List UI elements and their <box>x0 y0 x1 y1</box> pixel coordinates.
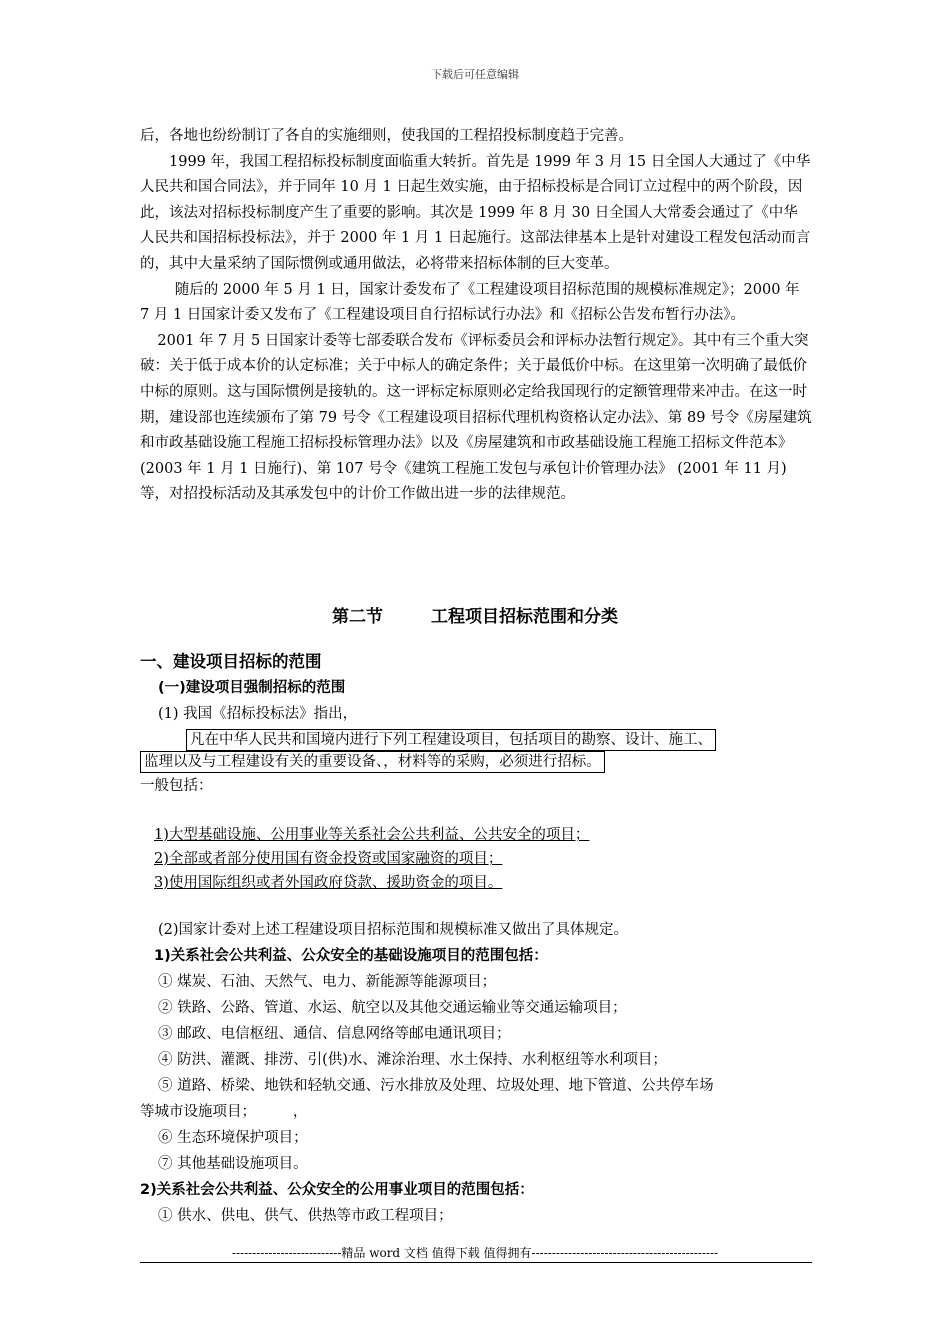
paragraph: 2001 年 7 月 5 日国家计委等七部委联合发布《评标委员会和评标办法暂行规定》。其中有三个重大突破：关于低于成本价的认定标准；关于中标人的确定条件；关于最低价中标。在这里第一次明确了最低价中标的原则。这与国际惯例是接轨的。这一评标定标原则必定给我国现行的定额管理带来冲击。在这一时期，建设部也连续颁布了第 79 号令《工程建设项目招标代理机构资格认定办法》、第 89 号令《房屋建筑和市政基础设施工程施工招标投标管理办法》以及《房屋建筑和市政基础设施工程施工招标文件范本》 (2003 年 1 月 1 日施行)、第 107 号令《建筑工程施工发包与承包计价管理办法》 (2001 年 11 月)等，对招投标活动及其承发包中的计价工作做出进一步的法律规范。 <box>140 332 812 503</box>
list-item: ⑥ 生态环境保护项目； <box>158 1130 308 1146</box>
paragraph: (2)国家计委对上述工程建设项目招标范围和规模标准又做出了具体规定。 <box>158 922 629 938</box>
paragraph: 随后的 2000 年 5 月 1 日，国家计委发布了《工程建设项目招标范围的规模标准规定》；2000 年 7 月 1 日国家计委又发布了《工程建设项目自行招标试行办法》和《招标公告发布暂行办法》。 <box>140 281 800 324</box>
scope-section <box>140 675 820 1229</box>
list-item: ⑤ 道路、桥梁、地铁和轻轨交通、污水排放及处理、垃圾处理、地下管道、公共停车场 <box>158 1078 714 1094</box>
boxed-quote-line: 监理以及与工程建设有关的重要设备、，材料等的采购，必须进行招标。 <box>140 751 605 773</box>
footer-rule <box>140 1262 812 1263</box>
list-item: 2)全部或者部分使用国有资金投资或国家融资的项目； <box>154 851 503 867</box>
list-item: ⑦ 其他基础设施项目。 <box>158 1156 308 1172</box>
general-label: 一般包括： <box>140 778 213 794</box>
list-item: ① 煤炭、石油、天然气、电力、新能源等能源项目； <box>158 974 497 990</box>
list-item: ③ 邮政、电信枢纽、通信、信息网络等邮电通讯项目； <box>158 1026 511 1042</box>
intro-text <box>140 124 812 508</box>
page-footer: ---------------------------精品 word 文档 值得下载 值得拥有---------------------------------------------- <box>231 1246 719 1260</box>
law-intro: (1) 我国《招标投标法》指出， <box>158 706 358 722</box>
page-header: 下载后可任意编辑 <box>431 68 519 81</box>
list-item: 1)大型基础设施、公用事业等关系社会公共利益、公共安全的项目； <box>154 827 590 843</box>
sub-heading: 1)关系社会公共利益、公众安全的基础设施项目的范围包括： <box>154 948 548 964</box>
section-number: 第二节 <box>332 607 383 627</box>
sub-heading: 2)关系社会公共利益、公众安全的公用事业项目的范围包括： <box>140 1182 534 1198</box>
section-title <box>0 602 950 627</box>
boxed-quote-line: 凡在中华人民共和国境内进行下列工程建设项目，包括项目的勘察、设计、施工、 <box>186 729 716 751</box>
heading-1: 一、建设项目招标的范围 <box>140 652 322 671</box>
section-name: 工程项目招标范围和分类 <box>431 607 618 627</box>
paragraph: 后，各地也纷纷制订了各自的实施细则，使我国的工程招投标制度趋于完善。 <box>140 128 633 144</box>
list-item: ④ 防洪、灌溉、排涝、引(供)水、滩涂治理、水土保持、水利枢纽等水利项目； <box>158 1052 667 1068</box>
list-item: ② 铁路、公路、管道、水运、航空以及其他交通运输业等交通运输项目； <box>158 1000 627 1016</box>
list-item: 3)使用国际组织或者外国政府贷款、援助资金的项目。 <box>154 875 503 891</box>
list-item: ① 供水、供电、供气、供热等市政工程项目； <box>158 1208 453 1224</box>
list-item-continued: 等城市设施项目； ， <box>140 1104 308 1120</box>
paragraph: 1999 年，我国工程招标投标制度面临重大转折。首先是 1999 年 3 月 15 日全国人大通过了《中华人民共和国合同法》，并于同年 10 月 1 日起生效实施，由于招标投标是合同订立过程中的两个阶段，因此，该法对招标投标制度产生了重要的影响。其次是 1999 年 8 月 30 日全国人大常委会通过了《中华人民共和国招标投标法》，并于 2000 年 1 月 1 日起施行。这部法律基本上是针对建设工程发包活动而言的，其中大量采纳了国际惯例或通用做法，必将带来招标体制的巨大变革。 <box>140 153 811 272</box>
heading-2: (一)建设项目强制招标的范围 <box>158 680 346 696</box>
